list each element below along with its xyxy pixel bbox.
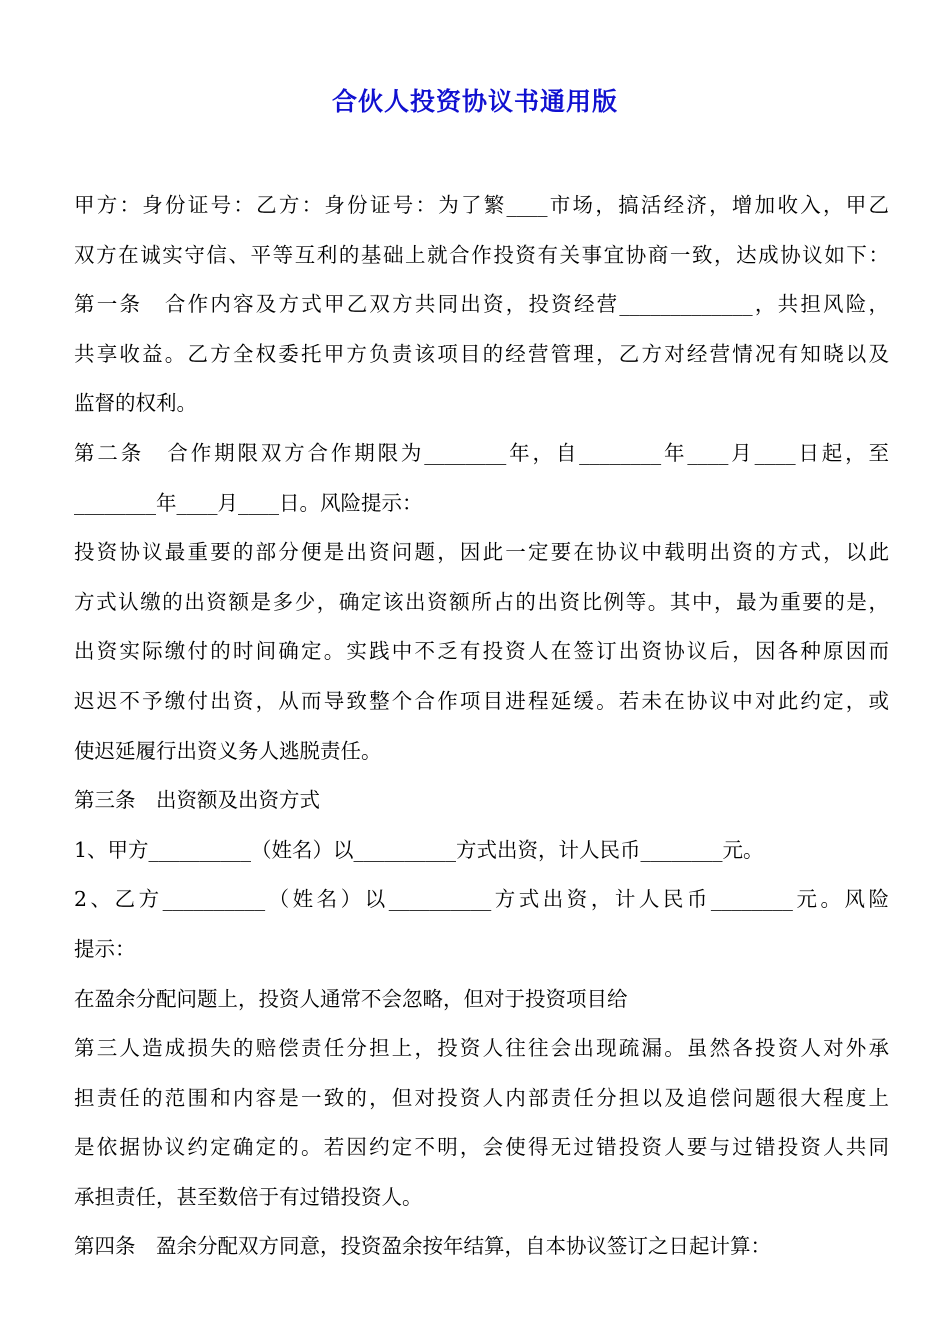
text-line: 提示： [74, 936, 136, 961]
text-line: 第三条 出资额及出资方式 [74, 788, 320, 813]
text-line: 第一条 合作内容及方式甲乙双方共同出资，投资经营_____________，共担风险， [74, 292, 889, 317]
text-line: 双方在诚实守信、平等互利的基础上就合作投资有关事宜协商一致，达成协议如下： [74, 242, 889, 267]
text-line: 第三人造成损失的赔偿责任分担上，投资人往往会出现疏漏。虽然各投资人对外承 [74, 1036, 889, 1061]
text-line: 1、甲方__________（姓名）以__________方式出资，计人民币________元。 [74, 837, 764, 862]
document-title: 合伙人投资协议书通用版 [331, 87, 618, 116]
text-line: 在盈余分配问题上，投资人通常不会忽略，但对于投资项目给 [74, 986, 628, 1011]
text-line: 共享收益。乙方全权委托甲方负责该项目的经营管理，乙方对经营情况有知晓以及 [74, 341, 889, 366]
text-line: 2、乙方__________（姓名）以__________方式出资，计人民币________元。风险 [74, 887, 889, 912]
text-line: ________年____月____日。风险提示： [74, 490, 423, 515]
text-line: 监督的权利。 [74, 391, 197, 416]
text-line: 使迟延履行出资义务人逃脱责任。 [74, 738, 382, 763]
text-line: 是依据协议约定确定的。若因约定不明，会使得无过错投资人要与过错投资人共同 [74, 1135, 889, 1160]
text-line: 方式认缴的出资额是多少，确定该出资额所占的出资比例等。其中，最为重要的是， [74, 589, 889, 614]
text-line: 迟迟不予缴付出资，从而导致整个合作项目进程延缓。若未在协议中对此约定，或 [74, 688, 889, 713]
document-body [74, 181, 889, 1272]
text-line: 承担责任，甚至数倍于有过错投资人。 [74, 1184, 423, 1209]
text-line: 担责任的范围和内容是一致的，但对投资人内部责任分担以及追偿问题很大程度上 [74, 1085, 889, 1110]
text-line: 第四条 盈余分配双方同意，投资盈余按年结算，自本协议签订之日起计算： [74, 1234, 771, 1259]
text-line: 出资实际缴付的时间确定。实践中不乏有投资人在签订出资协议后，因各种原因而 [74, 639, 889, 664]
text-line: 甲方：身份证号：乙方：身份证号：为了繁____市场，搞活经济，增加收入，甲乙 [74, 193, 889, 217]
text-line: 投资协议最重要的部分便是出资问题，因此一定要在协议中载明出资的方式，以此 [74, 540, 889, 565]
text-line: 第二条 合作期限双方合作期限为________年，自________年____月____日起，至 [74, 440, 889, 465]
